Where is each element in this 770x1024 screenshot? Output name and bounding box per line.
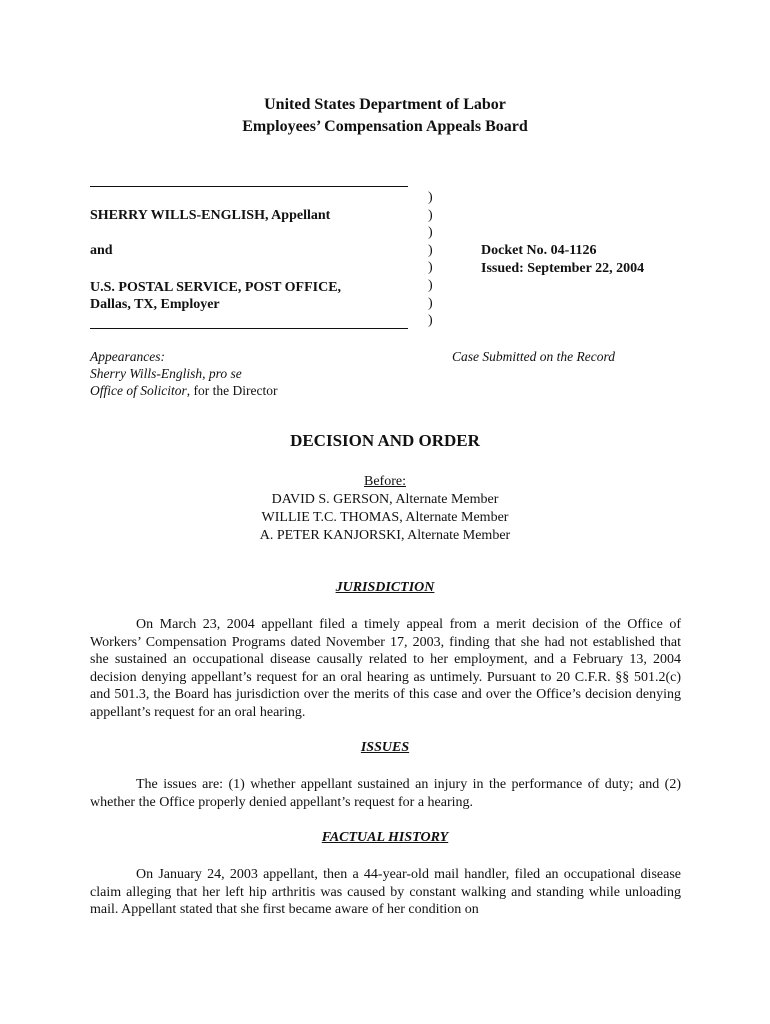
jurisdiction-heading: JURISDICTION: [335, 580, 435, 595]
factual-history-paragraph: [90, 866, 681, 919]
issues-paragraph: [90, 776, 681, 811]
issues-text: The issues are: (1) whether appellant sustained an injury in the performance of duty; and (2) whether the Office properly denied appellant’s request for a hearing.: [90, 777, 681, 810]
agency-name: United States Department of Labor: [264, 96, 506, 113]
decision-title: DECISION AND ORDER: [290, 431, 480, 450]
caption-parentheses: [428, 189, 433, 330]
panel-member: WILLIE T.C. THOMAS, Alternate Member: [261, 510, 509, 525]
panel-member: A. PETER KANJORSKI, Alternate Member: [259, 528, 511, 543]
caption-bottom-rule: [90, 328, 408, 329]
director-suffix: , for the Director: [186, 383, 278, 398]
issued-date: Issued: September 22, 2004: [481, 261, 645, 276]
caption-and: and: [90, 243, 113, 258]
before-label: Before:: [364, 474, 406, 489]
director-representative: [90, 382, 277, 399]
board-panel: [0, 473, 770, 545]
jurisdiction-text: On March 23, 2004 appellant filed a timely appeal from a merit decision of the Office of Workers’ Compensation Programs dated November 17, 2003, finding that she had not established that she sustained an occupational disease causally related to her employment, and a February 13, 2004 decision denying appellant’s request for an oral hearing as untimely. Pursuant to 20 C.F.R. §§ 501.2(c) and 501.3, the Board has jurisdiction over the merits of this case and over the Office’s decision denying appellant’s request for an oral hearing.: [90, 617, 681, 720]
appellant-name: SHERRY WILLS-ENGLISH, Appellant: [90, 208, 331, 223]
panel-member: DAVID S. GERSON, Alternate Member: [271, 492, 499, 507]
paren: ): [428, 277, 433, 293]
paren: ): [428, 242, 433, 258]
jurisdiction-paragraph: [90, 616, 681, 722]
appearances-block: [90, 348, 277, 399]
factual-history-text: On January 24, 2003 appellant, then a 44-year-old mail handler, filed an occupational disease claim alleging that her left hip arthritis was caused by constant walking and standing while unloading mail. Appellant stated that she first became aware of her condition on: [90, 867, 681, 918]
issues-heading: ISSUES: [360, 740, 410, 755]
paren: ): [428, 313, 433, 329]
appearances-heading: Appearances:: [90, 349, 165, 364]
paren: ): [428, 225, 433, 241]
caption-top-rule: [90, 186, 408, 187]
employer-line-2: Dallas, TX, Employer: [90, 297, 220, 312]
factual-history-heading: FACTUAL HISTORY: [321, 830, 449, 845]
docket-number: Docket No. 04-1126: [481, 243, 597, 258]
solicitor-office: Office of Solicitor: [90, 383, 187, 398]
board-name: Employees’ Compensation Appeals Board: [242, 118, 528, 135]
paren: ): [428, 207, 433, 223]
employer-line-1: U.S. POSTAL SERVICE, POST OFFICE,: [90, 280, 342, 295]
paren: ): [428, 190, 433, 205]
case-submitted-note: Case Submitted on the Record: [452, 349, 615, 364]
paren: ): [428, 260, 433, 276]
paren: ): [428, 295, 433, 311]
appellant-representative: Sherry Wills-English, pro se: [90, 366, 242, 381]
